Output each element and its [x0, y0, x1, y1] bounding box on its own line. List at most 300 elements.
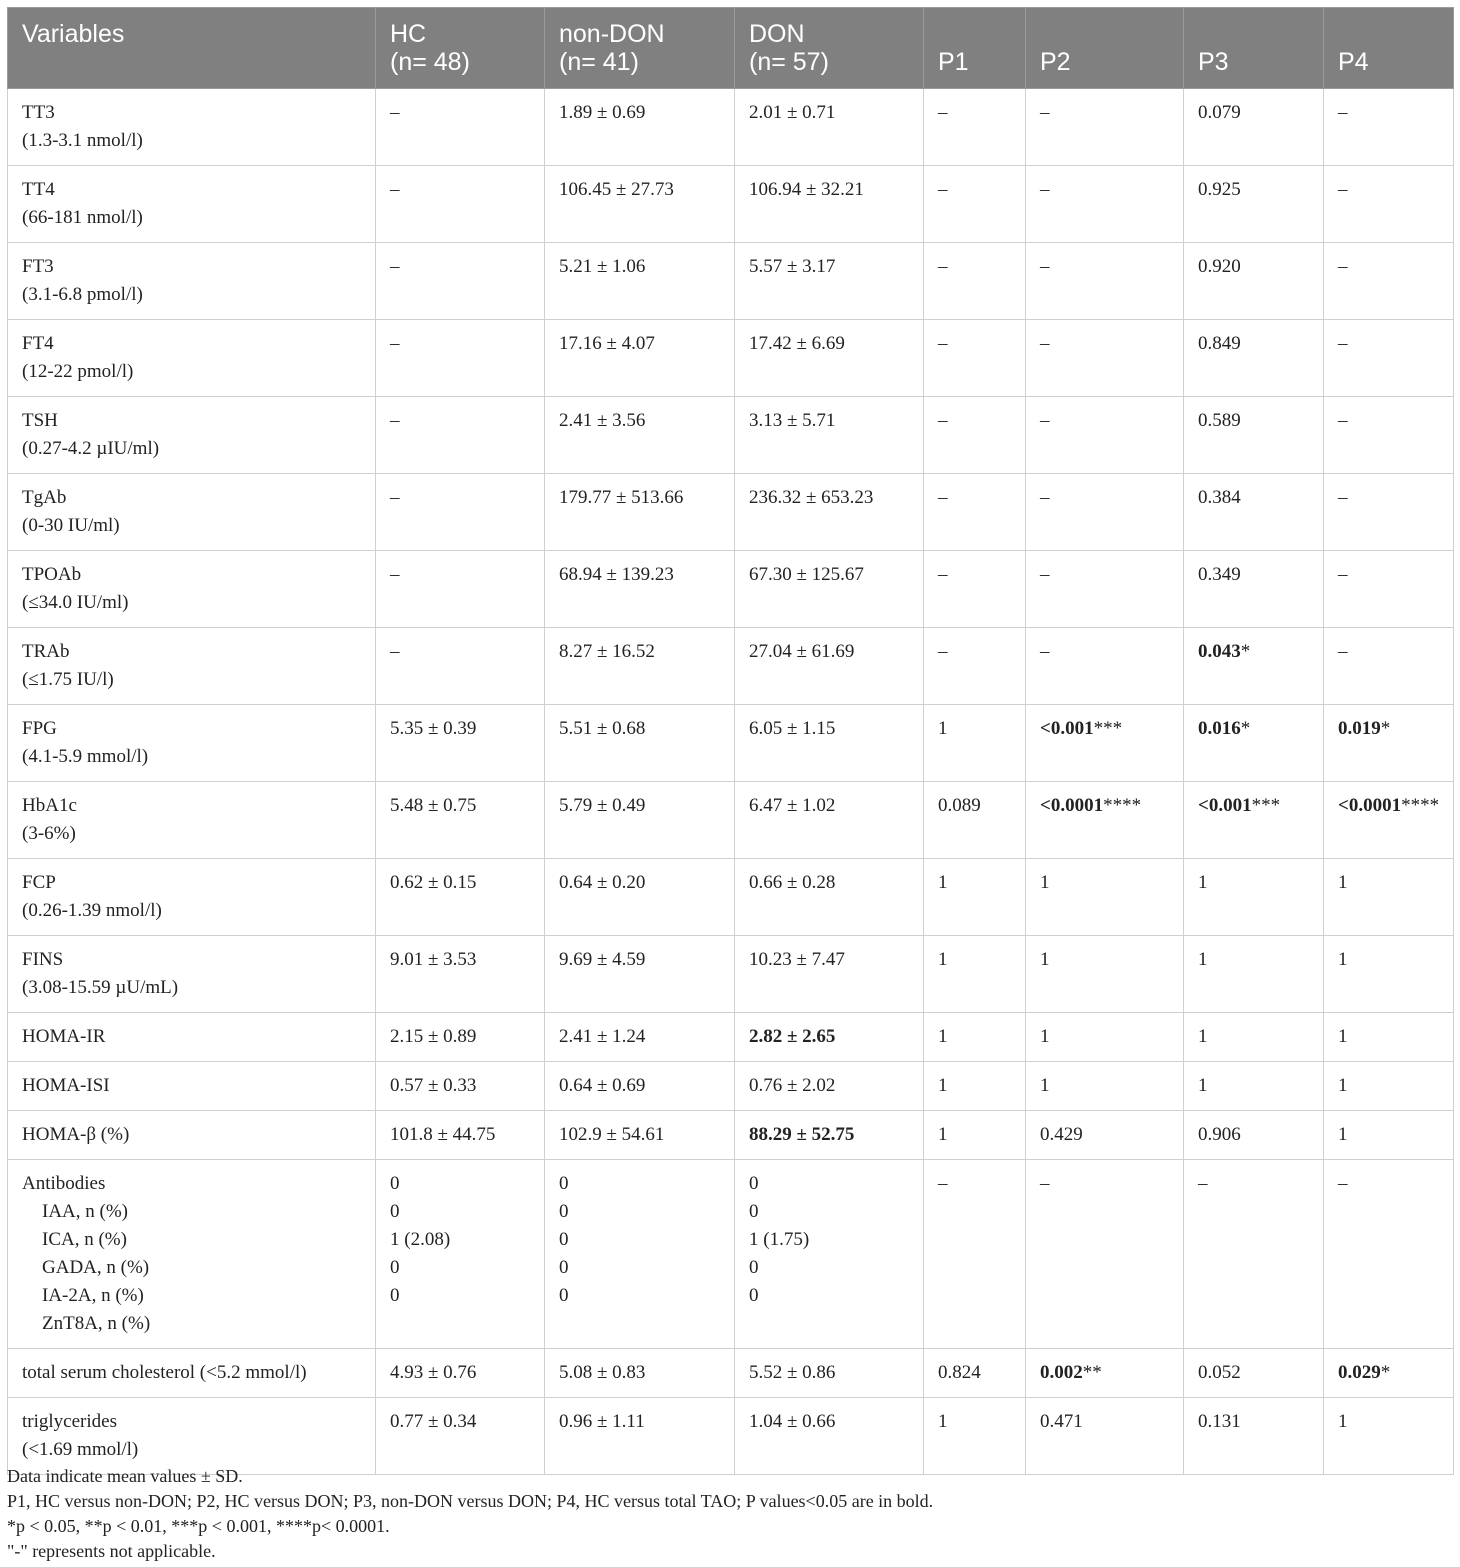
cell-value: –	[1338, 641, 1348, 662]
variable-label: (4.1-5.9 mmol/l)	[22, 746, 149, 767]
cell-value: 1	[1198, 872, 1208, 893]
cell-p3	[1184, 936, 1324, 1013]
cell-value: 4.93 ± 0.76	[390, 1362, 477, 1383]
cell-value: –	[390, 179, 400, 200]
cell-value: 1	[938, 872, 948, 893]
cell-p4	[1324, 859, 1454, 936]
variable-label: (0-30 IU/ml)	[22, 515, 120, 536]
cell-don	[735, 859, 924, 936]
cell-value: –	[938, 641, 948, 662]
table-row	[8, 782, 1454, 859]
cell-p2	[1026, 89, 1184, 166]
cell-p4	[1324, 705, 1454, 782]
cell-value: 0.349	[1198, 564, 1241, 585]
variable-cell	[8, 859, 376, 936]
cell-value: –	[1338, 179, 1348, 200]
variable-cell	[8, 243, 376, 320]
cell-value: –	[1040, 333, 1050, 354]
cell-nondon	[545, 782, 735, 859]
cell-p3	[1184, 1349, 1324, 1398]
cell-hc	[376, 782, 545, 859]
cell-value: 1 (1.75)	[749, 1229, 810, 1250]
cell-value: –	[938, 410, 948, 431]
table-row	[8, 243, 1454, 320]
cell-value: 3.13 ± 5.71	[749, 410, 836, 431]
table-row	[8, 936, 1454, 1013]
cell-p4	[1324, 782, 1454, 859]
variable-cell	[8, 1349, 376, 1398]
footnote: "-" represents not applicable.	[7, 1541, 216, 1561]
cell-value: 68.94 ± 139.23	[559, 564, 674, 585]
variable-label: HbA1c	[22, 795, 77, 816]
variable-label: total serum cholesterol (<5.2 mmol/l)	[22, 1362, 307, 1383]
cell-value: 1	[1338, 1026, 1348, 1047]
cell-value: 0.471	[1040, 1411, 1083, 1432]
variable-label: (0.27-4.2 µIU/ml)	[22, 438, 160, 459]
cell-p2	[1026, 1013, 1184, 1062]
cell-value: 0	[559, 1201, 569, 1222]
cell-p1	[924, 474, 1026, 551]
variable-label: FPG	[22, 718, 57, 739]
cell-don	[735, 551, 924, 628]
cell-value: –	[390, 410, 400, 431]
cell-value: –	[1338, 564, 1348, 585]
cell-nondon	[545, 705, 735, 782]
cell-value: 5.08 ± 0.83	[559, 1362, 646, 1383]
header-p3: P3	[1184, 8, 1324, 89]
cell-value: –	[938, 179, 948, 200]
cell-value: 0.429	[1040, 1124, 1083, 1145]
variable-label: HOMA-β (%)	[22, 1124, 130, 1145]
cell-p1	[924, 859, 1026, 936]
cell-p1	[924, 705, 1026, 782]
cell-don	[735, 243, 924, 320]
cell-don	[735, 474, 924, 551]
cell-p4	[1324, 1111, 1454, 1160]
significance-stars: ***	[1093, 718, 1123, 739]
cell-value: 5.48 ± 0.75	[390, 795, 477, 816]
cell-p2	[1026, 1111, 1184, 1160]
cell-value: –	[390, 487, 400, 508]
cell-value: 0	[749, 1257, 759, 1278]
header-don: DON (n= 57)	[735, 8, 924, 89]
cell-p1	[924, 1111, 1026, 1160]
cell-p3	[1184, 1013, 1324, 1062]
cell-p1	[924, 166, 1026, 243]
cell-value: 0.57 ± 0.33	[390, 1075, 477, 1096]
cell-p1	[924, 551, 1026, 628]
cell-value: 1	[1040, 949, 1050, 970]
cell-p4	[1324, 89, 1454, 166]
cell-value: 106.45 ± 27.73	[559, 179, 674, 200]
cell-value: 0	[559, 1229, 569, 1250]
cell-value: 0.131	[1198, 1411, 1241, 1432]
cell-value: 0	[749, 1201, 759, 1222]
cell-value: 1	[1338, 1411, 1348, 1432]
significance-stars: ****	[1401, 795, 1440, 816]
cell-p3	[1184, 474, 1324, 551]
footnote: P1, HC versus non-DON; P2, HC versus DON; P3, non-DON versus DON; P4, HC versus total TAO; P values<0.05 are in bold.	[7, 1491, 934, 1511]
cell-nondon	[545, 1349, 735, 1398]
cell-p3	[1184, 782, 1324, 859]
cell-hc	[376, 551, 545, 628]
cell-p4	[1324, 1398, 1454, 1475]
cell-p2	[1026, 1398, 1184, 1475]
cell-value: 2.01 ± 0.71	[749, 102, 836, 123]
cell-value: 27.04 ± 61.69	[749, 641, 855, 662]
cell-value: 0.089	[938, 795, 981, 816]
cell-value: 0.906	[1198, 1124, 1241, 1145]
cell-value: 1	[1040, 1026, 1050, 1047]
cell-don	[735, 1160, 924, 1349]
cell-don	[735, 166, 924, 243]
cell-don	[735, 397, 924, 474]
cell-p1	[924, 243, 1026, 320]
variable-cell	[8, 782, 376, 859]
variable-cell	[8, 551, 376, 628]
variable-label: FT3	[22, 256, 54, 277]
cell-value: 101.8 ± 44.75	[390, 1124, 496, 1145]
cell-value: 1.04 ± 0.66	[749, 1411, 836, 1432]
cell-value: 0.76 ± 2.02	[749, 1075, 836, 1096]
cell-value: 0	[390, 1201, 400, 1222]
cell-value: –	[938, 256, 948, 277]
cell-p1	[924, 1349, 1026, 1398]
variable-label: (0.26-1.39 nmol/l)	[22, 900, 162, 921]
cell-don	[735, 89, 924, 166]
cell-value: 0	[749, 1173, 759, 1194]
variable-cell	[8, 166, 376, 243]
cell-value: 0.77 ± 0.34	[390, 1411, 477, 1432]
cell-p4	[1324, 936, 1454, 1013]
cell-don	[735, 1349, 924, 1398]
cell-value: 102.9 ± 54.61	[559, 1124, 665, 1145]
cell-p3	[1184, 1398, 1324, 1475]
cell-value: 2.82 ± 2.65	[749, 1026, 836, 1047]
cell-nondon	[545, 859, 735, 936]
cell-hc	[376, 320, 545, 397]
cell-p4	[1324, 1160, 1454, 1349]
cell-value: 1.89 ± 0.69	[559, 102, 646, 123]
cell-value: 0.589	[1198, 410, 1241, 431]
cell-value: –	[390, 333, 400, 354]
cell-p4	[1324, 397, 1454, 474]
footnote: Data indicate mean values ± SD.	[7, 1466, 243, 1486]
cell-nondon	[545, 1160, 735, 1349]
cell-p1	[924, 1062, 1026, 1111]
cell-value: 17.16 ± 4.07	[559, 333, 655, 354]
cell-nondon	[545, 166, 735, 243]
cell-value: –	[938, 1173, 948, 1194]
cell-value: 236.32 ± 653.23	[749, 487, 874, 508]
significance-stars: ***	[1251, 795, 1281, 816]
variable-label: (3-6%)	[22, 823, 76, 844]
cell-p3	[1184, 1111, 1324, 1160]
cell-value: 5.21 ± 1.06	[559, 256, 646, 277]
variable-cell	[8, 1111, 376, 1160]
cell-hc	[376, 1398, 545, 1475]
cell-value: –	[1338, 410, 1348, 431]
cell-don	[735, 628, 924, 705]
cell-value: 1	[938, 1124, 948, 1145]
cell-value: –	[1040, 487, 1050, 508]
variable-label: (1.3-3.1 nmol/l)	[22, 130, 143, 151]
cell-value: –	[1040, 1173, 1050, 1194]
cell-don	[735, 705, 924, 782]
cell-value: –	[1198, 1173, 1208, 1194]
cell-p3	[1184, 1160, 1324, 1349]
variable-label: (66-181 nmol/l)	[22, 207, 143, 228]
cell-value: 5.57 ± 3.17	[749, 256, 836, 277]
cell-don	[735, 1062, 924, 1111]
cell-don	[735, 782, 924, 859]
cell-p3	[1184, 551, 1324, 628]
cell-don	[735, 1398, 924, 1475]
cell-p1	[924, 1398, 1026, 1475]
cell-value: 1	[1338, 949, 1348, 970]
variable-cell	[8, 1013, 376, 1062]
variable-label: TPOAb	[22, 564, 82, 585]
cell-value: –	[1040, 564, 1050, 585]
cell-value: –	[938, 564, 948, 585]
cell-p2	[1026, 936, 1184, 1013]
header-non-don: non-DON (n= 41)	[545, 8, 735, 89]
cell-value: –	[1040, 256, 1050, 277]
variable-label: TT4	[22, 179, 55, 200]
cell-value: 106.94 ± 32.21	[749, 179, 864, 200]
cell-p2	[1026, 551, 1184, 628]
cell-value: 0.925	[1198, 179, 1241, 200]
cell-value: –	[1338, 333, 1348, 354]
cell-value: 0.824	[938, 1362, 981, 1383]
variable-label: TSH	[22, 410, 58, 431]
cell-value: 2.15 ± 0.89	[390, 1026, 477, 1047]
cell-value: 0	[390, 1173, 400, 1194]
cell-p2	[1026, 628, 1184, 705]
cell-value: 1	[938, 1075, 948, 1096]
cell-value: 9.69 ± 4.59	[559, 949, 646, 970]
cell-value: 8.27 ± 16.52	[559, 641, 655, 662]
variable-label: HOMA-IR	[22, 1026, 106, 1047]
header-p1: P1	[924, 8, 1026, 89]
significant-p-value: 0.029	[1338, 1362, 1381, 1383]
cell-p2	[1026, 320, 1184, 397]
cell-nondon	[545, 89, 735, 166]
header-row	[8, 8, 1454, 89]
cell-p1	[924, 936, 1026, 1013]
cell-p1	[924, 628, 1026, 705]
cell-p2	[1026, 474, 1184, 551]
variable-label: FINS	[22, 949, 64, 970]
significant-p-value: <0.0001	[1040, 795, 1104, 816]
table-row	[8, 474, 1454, 551]
variable-label: GADA, n (%)	[42, 1257, 150, 1278]
significance-stars: ****	[1103, 795, 1142, 816]
cell-value: –	[390, 564, 400, 585]
cell-p1	[924, 89, 1026, 166]
cell-p3	[1184, 628, 1324, 705]
cell-hc	[376, 628, 545, 705]
cell-value: 1	[1198, 1026, 1208, 1047]
variable-label: TgAb	[22, 487, 67, 508]
results-table	[7, 7, 1454, 1475]
cell-value: 0	[559, 1173, 569, 1194]
table-row	[8, 1013, 1454, 1062]
cell-value: 1	[1040, 872, 1050, 893]
significance-stars: *	[1240, 718, 1251, 739]
cell-p4	[1324, 1349, 1454, 1398]
variable-label: ZnT8A, n (%)	[42, 1313, 151, 1334]
cell-value: 0.052	[1198, 1362, 1241, 1383]
cell-p3	[1184, 1062, 1324, 1111]
table-row	[8, 397, 1454, 474]
cell-p2	[1026, 1160, 1184, 1349]
cell-p2	[1026, 1062, 1184, 1111]
cell-value: 0	[390, 1285, 400, 1306]
cell-hc	[376, 166, 545, 243]
significance-stars: *	[1380, 1362, 1391, 1383]
cell-p3	[1184, 89, 1324, 166]
cell-value: 10.23 ± 7.47	[749, 949, 845, 970]
cell-nondon	[545, 1111, 735, 1160]
cell-value: 0	[390, 1257, 400, 1278]
variable-label: (12-22 pmol/l)	[22, 361, 134, 382]
cell-value: 1	[938, 1026, 948, 1047]
variable-cell	[8, 474, 376, 551]
significant-p-value: <0.001	[1040, 718, 1094, 739]
variable-label: (<1.69 mmol/l)	[22, 1439, 139, 1460]
cell-p2	[1026, 397, 1184, 474]
cell-p4	[1324, 243, 1454, 320]
cell-p4	[1324, 1062, 1454, 1111]
variable-cell	[8, 89, 376, 166]
cell-hc	[376, 1062, 545, 1111]
table-row	[8, 628, 1454, 705]
cell-nondon	[545, 1398, 735, 1475]
cell-don	[735, 1111, 924, 1160]
cell-value: 1	[938, 718, 948, 739]
variable-label: (3.08-15.59 µU/mL)	[22, 977, 179, 998]
cell-hc	[376, 1111, 545, 1160]
cell-value: –	[390, 256, 400, 277]
cell-nondon	[545, 1062, 735, 1111]
cell-value: 1	[1040, 1075, 1050, 1096]
cell-value: 5.51 ± 0.68	[559, 718, 646, 739]
cell-hc	[376, 1349, 545, 1398]
cell-value: 0.66 ± 0.28	[749, 872, 836, 893]
significant-p-value: 0.043	[1198, 641, 1241, 662]
header-variables: Variables	[8, 8, 376, 89]
cell-p3	[1184, 705, 1324, 782]
cell-p1	[924, 1013, 1026, 1062]
cell-nondon	[545, 551, 735, 628]
cell-value: 88.29 ± 52.75	[749, 1124, 855, 1145]
cell-value: 1	[1338, 1124, 1348, 1145]
variable-cell	[8, 705, 376, 782]
cell-value: 67.30 ± 125.67	[749, 564, 864, 585]
cell-nondon	[545, 628, 735, 705]
cell-value: 0.079	[1198, 102, 1241, 123]
cell-don	[735, 320, 924, 397]
table-row	[8, 1349, 1454, 1398]
cell-p4	[1324, 474, 1454, 551]
cell-p2	[1026, 243, 1184, 320]
variable-cell	[8, 1062, 376, 1111]
cell-nondon	[545, 1013, 735, 1062]
cell-hc	[376, 397, 545, 474]
cell-value: –	[1040, 179, 1050, 200]
cell-nondon	[545, 936, 735, 1013]
variable-label: IA-2A, n (%)	[42, 1285, 144, 1306]
cell-value: 1	[938, 1411, 948, 1432]
cell-value: 0	[749, 1285, 759, 1306]
cell-value: 1	[1198, 1075, 1208, 1096]
cell-value: 1	[1338, 1075, 1348, 1096]
cell-p4	[1324, 320, 1454, 397]
cell-p4	[1324, 551, 1454, 628]
table-row	[8, 1111, 1454, 1160]
cell-p1	[924, 320, 1026, 397]
cell-p3	[1184, 397, 1324, 474]
variable-label: TT3	[22, 102, 55, 123]
significant-p-value: <0.001	[1198, 795, 1252, 816]
significance-stars: **	[1082, 1362, 1102, 1383]
cell-nondon	[545, 243, 735, 320]
cell-value: 0.62 ± 0.15	[390, 872, 477, 893]
cell-value: 5.79 ± 0.49	[559, 795, 646, 816]
cell-value: 0	[559, 1257, 569, 1278]
cell-value: 1	[938, 949, 948, 970]
table-row	[8, 166, 1454, 243]
variable-cell	[8, 320, 376, 397]
cell-hc	[376, 89, 545, 166]
variable-label: (≤1.75 IU/l)	[22, 669, 114, 690]
variable-label: (3.1-6.8 pmol/l)	[22, 284, 143, 305]
table-row	[8, 551, 1454, 628]
cell-value: 2.41 ± 1.24	[559, 1026, 646, 1047]
cell-value: 0.64 ± 0.69	[559, 1075, 646, 1096]
significant-p-value: <0.0001	[1338, 795, 1402, 816]
cell-hc	[376, 243, 545, 320]
cell-don	[735, 936, 924, 1013]
variable-label: triglycerides	[22, 1411, 117, 1432]
variable-label: FT4	[22, 333, 54, 354]
variable-label: TRAb	[22, 641, 70, 662]
cell-p2	[1026, 166, 1184, 243]
variable-cell	[8, 1160, 376, 1349]
header-p4: P4	[1324, 8, 1454, 89]
significance-stars: *	[1380, 718, 1391, 739]
header-p2: P2	[1026, 8, 1184, 89]
cell-value: –	[1040, 102, 1050, 123]
table-footnotes	[7, 1464, 1453, 1564]
significance-stars: *	[1240, 641, 1251, 662]
cell-nondon	[545, 320, 735, 397]
variable-label: (≤34.0 IU/ml)	[22, 592, 129, 613]
cell-value: –	[390, 641, 400, 662]
cell-value: 1	[1338, 872, 1348, 893]
table-container	[7, 7, 1453, 1475]
variable-cell	[8, 628, 376, 705]
cell-hc	[376, 705, 545, 782]
cell-value: –	[938, 487, 948, 508]
variable-cell	[8, 1398, 376, 1475]
cell-value: 9.01 ± 3.53	[390, 949, 477, 970]
antibodies-row	[8, 1160, 1454, 1349]
cell-value: 1	[1198, 949, 1208, 970]
variable-label: IAA, n (%)	[42, 1201, 129, 1222]
cell-value: –	[938, 333, 948, 354]
